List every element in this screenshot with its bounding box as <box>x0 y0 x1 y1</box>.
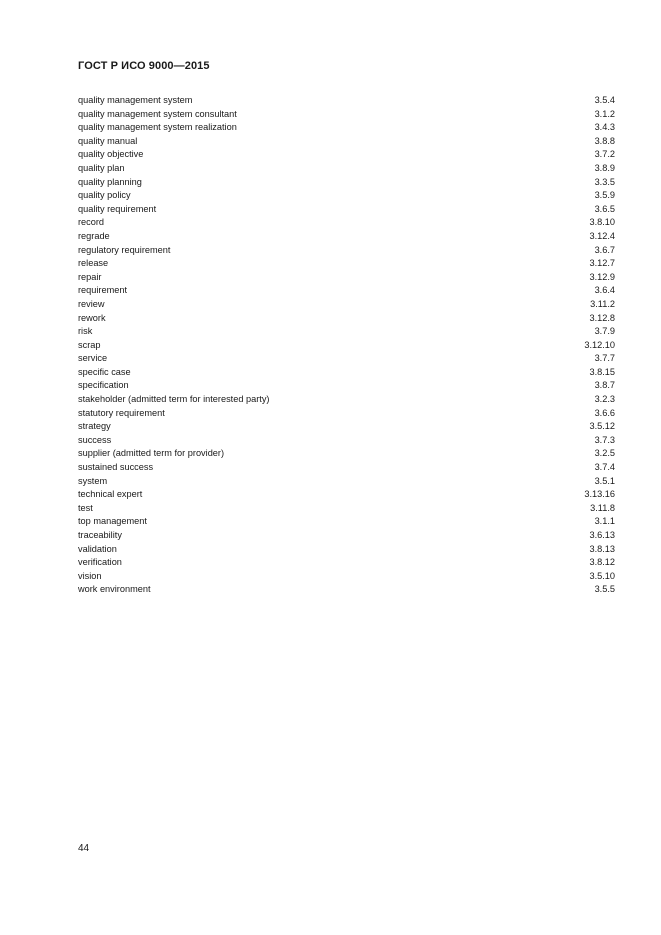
index-reference: 3.7.9 <box>594 326 615 337</box>
index-entry <box>78 216 615 230</box>
index-entry <box>78 325 615 339</box>
index-term: system <box>78 475 108 486</box>
index-entry <box>78 379 615 393</box>
index-entry <box>78 135 615 149</box>
index-entry <box>78 284 615 298</box>
index-reference: 3.5.1 <box>594 475 615 486</box>
index-term: service <box>78 353 108 364</box>
index-term: quality management system realization <box>78 122 237 133</box>
page-number: 44 <box>78 843 90 854</box>
index-reference: 3.5.4 <box>594 95 615 105</box>
index-term: quality plan <box>78 162 125 173</box>
index-term: quality management system consultant <box>78 108 237 119</box>
index-term: release <box>78 258 109 269</box>
index-term: rework <box>78 312 106 323</box>
index-term: sustained success <box>78 462 154 473</box>
index-term: regulatory requirement <box>78 244 171 255</box>
index-entry <box>78 515 615 529</box>
index-term: quality manual <box>78 135 138 146</box>
index-reference: 3.11.8 <box>590 502 615 513</box>
index-term: success <box>78 434 112 445</box>
index-entry <box>78 203 615 217</box>
index-term: top management <box>78 516 147 527</box>
index-term: verification <box>78 557 122 568</box>
index-reference: 3.12.9 <box>589 271 615 282</box>
index-entry <box>78 271 615 285</box>
index-entry <box>78 583 615 597</box>
index-reference: 3.8.8 <box>594 135 615 146</box>
index-entry <box>78 447 615 461</box>
index-entry <box>78 162 615 176</box>
index-entry <box>78 148 615 162</box>
index-reference: 3.6.13 <box>589 530 615 540</box>
index-term: test <box>78 502 93 513</box>
index-term: quality objective <box>78 149 144 160</box>
index-reference: 3.13.16 <box>584 489 615 500</box>
index-reference: 3.5.9 <box>594 190 615 201</box>
index-term: quality policy <box>78 190 131 201</box>
index-term: repair <box>78 271 102 282</box>
index-entry <box>78 407 615 421</box>
index-reference: 3.6.4 <box>594 285 615 296</box>
index-entry <box>78 94 615 108</box>
index-term: scrap <box>78 339 101 350</box>
index-reference: 3.7.7 <box>594 353 615 364</box>
index-term: validation <box>78 543 117 554</box>
index-entry <box>78 434 615 448</box>
index-term: specification <box>78 380 129 391</box>
index-reference: 3.3.5 <box>594 176 615 187</box>
index-term: risk <box>78 326 93 337</box>
index-entry <box>78 339 615 353</box>
index-entry <box>78 312 615 326</box>
index-reference: 3.5.10 <box>589 570 615 581</box>
index-reference: 3.12.8 <box>589 312 615 323</box>
index-reference: 3.6.5 <box>594 203 615 214</box>
index-entry <box>78 244 615 258</box>
index-entry <box>78 298 615 312</box>
index-entry <box>78 570 615 584</box>
index-term: specific case <box>78 366 131 377</box>
index-reference: 3.12.7 <box>589 258 615 269</box>
index-reference: 3.8.9 <box>594 162 615 173</box>
index-term: quality management system <box>78 95 193 105</box>
index-term: vision <box>78 570 102 581</box>
index-reference: 3.12.4 <box>589 230 615 241</box>
term-index-list <box>78 94 615 597</box>
index-term: quality requirement <box>78 203 157 214</box>
index-reference: 3.7.3 <box>594 434 615 445</box>
index-reference: 3.12.10 <box>584 339 615 350</box>
index-reference: 3.5.12 <box>589 421 615 432</box>
index-reference: 3.6.6 <box>594 407 615 418</box>
document-header: ГОСТ Р ИСО 9000—2015 <box>78 60 210 72</box>
index-entry <box>78 461 615 475</box>
index-reference: 3.6.7 <box>594 244 615 255</box>
index-reference: 3.8.12 <box>589 557 615 568</box>
index-entry <box>78 556 615 570</box>
index-term: review <box>78 298 105 309</box>
index-entry <box>78 176 615 190</box>
index-term: work environment <box>78 584 151 595</box>
index-entry <box>78 352 615 366</box>
index-reference: 3.8.7 <box>594 380 615 391</box>
index-reference: 3.1.1 <box>594 516 615 527</box>
index-entry <box>78 543 615 557</box>
index-term: quality planning <box>78 176 142 187</box>
index-term: record <box>78 217 105 228</box>
index-term: technical expert <box>78 489 143 500</box>
index-entry <box>78 257 615 271</box>
index-entry <box>78 475 615 489</box>
index-entry <box>78 230 615 244</box>
index-entry <box>78 366 615 380</box>
index-reference: 3.8.15 <box>589 366 615 377</box>
index-term: traceability <box>78 530 122 540</box>
index-entry <box>78 393 615 407</box>
index-reference: 3.8.13 <box>589 543 615 554</box>
index-term: stakeholder (admitted term for interested party) <box>78 394 270 405</box>
index-term: strategy <box>78 421 111 432</box>
index-entry <box>78 529 615 543</box>
index-reference: 3.7.2 <box>594 149 615 160</box>
index-reference: 3.2.3 <box>594 394 615 405</box>
index-reference: 3.5.5 <box>594 584 615 595</box>
index-reference: 3.4.3 <box>594 122 615 133</box>
index-term: supplier (admitted term for provider) <box>78 448 225 459</box>
index-entry <box>78 502 615 516</box>
index-entry <box>78 189 615 203</box>
index-term: regrade <box>78 230 110 241</box>
index-entry <box>78 420 615 434</box>
index-reference: 3.7.4 <box>594 462 615 473</box>
index-reference: 3.8.10 <box>589 217 615 228</box>
index-entry <box>78 488 615 502</box>
index-entry <box>78 121 615 135</box>
index-term: requirement <box>78 285 128 296</box>
index-term: statutory requirement <box>78 407 165 418</box>
index-reference: 3.2.5 <box>594 448 615 459</box>
index-reference: 3.11.2 <box>590 298 615 309</box>
index-reference: 3.1.2 <box>594 108 615 119</box>
index-entry <box>78 108 615 122</box>
